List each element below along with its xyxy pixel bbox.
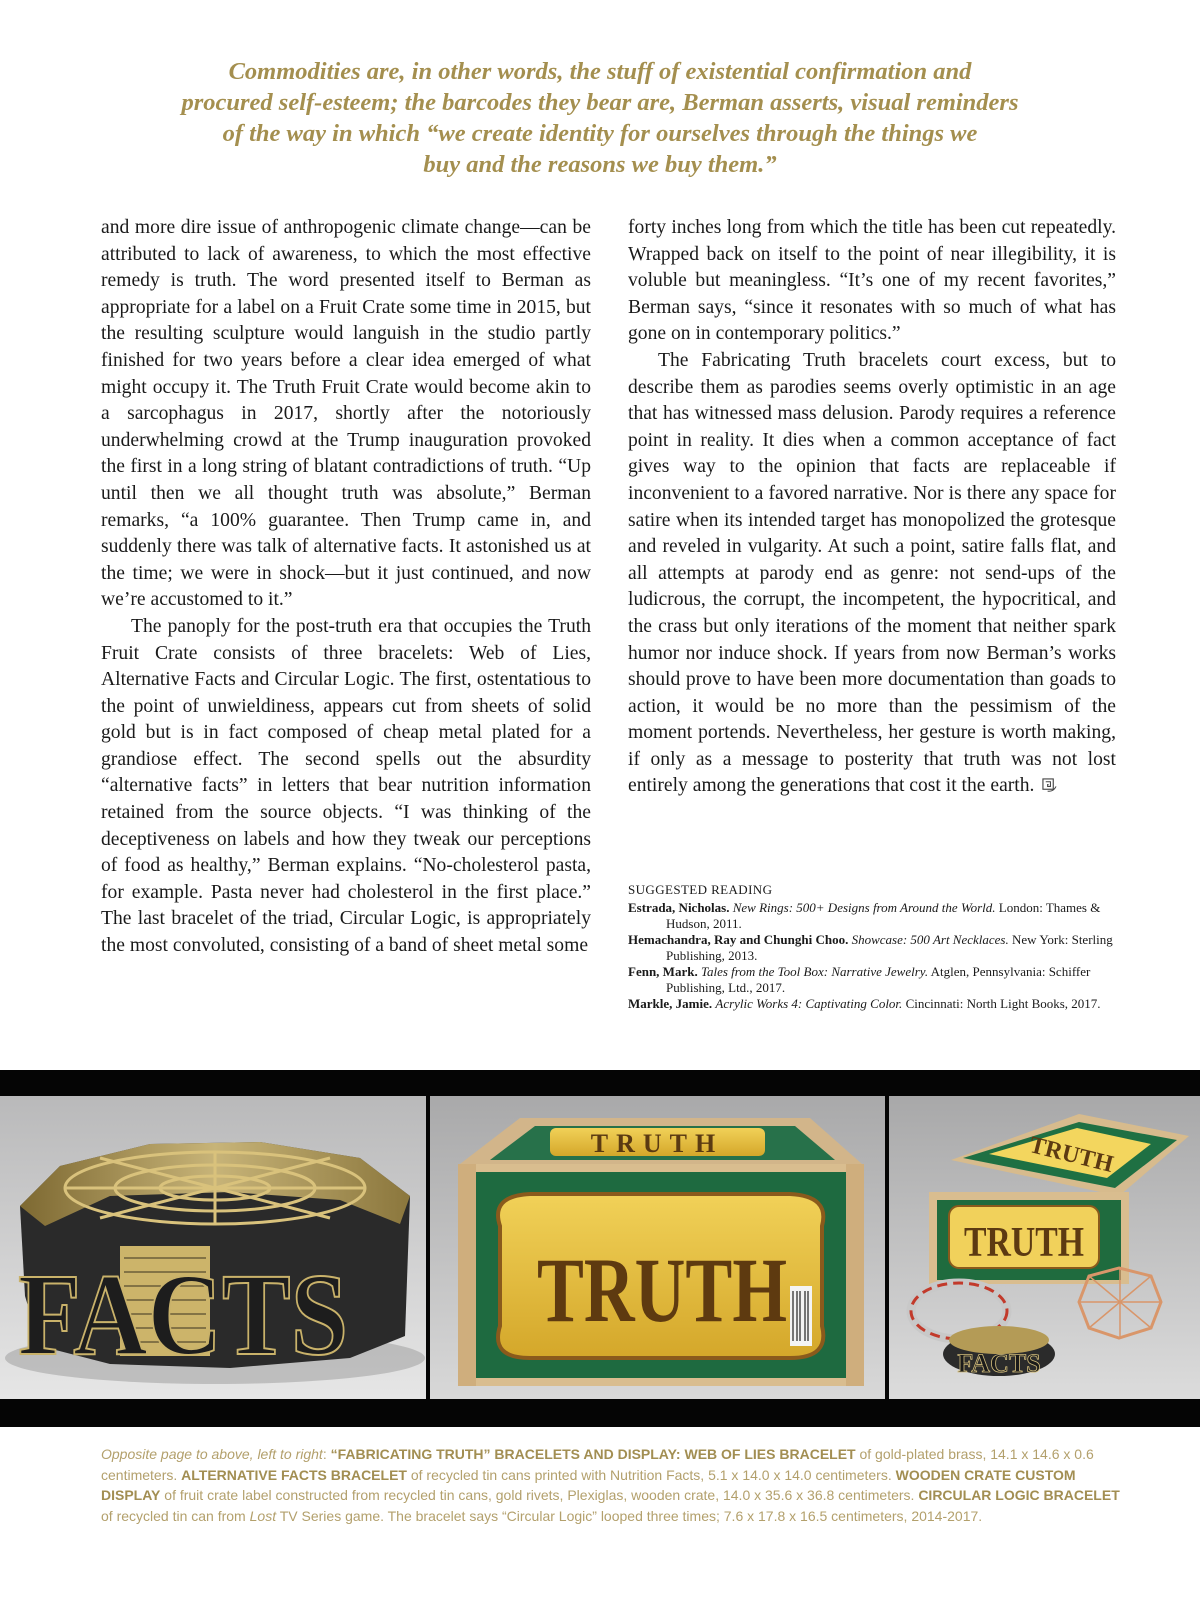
article-paragraph: The panoply for the post-truth era that occupies the Truth Fruit Crate consists of three bracelets: Web of Lies, Alternative Facts and Circular Logic. The first, ostentatious to the point of unwieldiness, appears cut from sheets of solid gold but is in fact composed of cheap metal plated for a grandiose effect. The second spells out the absurdity “alternative facts” in letters that bear nutrition information retained from the source objects. “I was thinking of the deceptiveness on labels and how they tweak our perceptions of food as healthy,” Berman explains. “No-cholesterol pasta, for example. Pasta never had cholesterol in the first place.” The last bracelet of the triad, Circular Logic, is appropriately the most convoluted, consisting of a band of sheet metal some — [101, 615, 591, 957]
article-column-left — [101, 215, 591, 960]
crate-front-lettering: TRUTH — [537, 1239, 787, 1341]
pull-quote-line-1: Commodities are, in other words, the stuff of existential confirmation and — [228, 58, 972, 85]
article-paragraph-text: The Fabricating Truth bracelets court excess, but to describe them as parodies seems overly optimistic in an age that has witnessed mass delusion. Parody requires a reference point in reality. It dies when a common acceptance of fact gives way to the opinion that facts are replaceable if inconvenient to a favored narrative. Nor is there any space for satire when its intended target has monopolized the grotesque and reveled in vulgarity. At such a point, satire falls flat, and all attempts at parody end as genre: not send-ups of the ludicrous, the corrupt, the incompetent, the hypocritical, and the crass but only iterations of the moment that neither spark humor nor induce shock. If years from now Berman’s works should prove to have been more documentation than goads to action, it would be no more than the pessimism of the moment portends. Nevertheless, her gesture is worth making, if only as a message to posterity that truth was not lost entirely among the generations that cost it the earth. — [628, 349, 1116, 797]
crate-front-lettering: TRUTH — [964, 1220, 1084, 1266]
photo-caption: Opposite page to above, left to right: “FABRICATING TRUTH” BRACELETS AND DISPLAY: WEB OF LIES BRACELET of gold-plated brass, 14.1 x 14.6 x 0.6 centimeters. ALTERNATIVE FACTS BRACELET of recycled tin cans printed with Nutrition Facts, 5.1 x 14.0 x 14.0 centimeters. WOODEN CRATE CUSTOM DISPLAY of fruit crate label constructed from recycled tin cans, gold rivets, Plexiglas, wooden crate, 14.0 x 35.6 x 36.8 centimeters. CIRCULAR LOGIC BRACELET of recycled tin can from Lost TV Series game. The bracelet says “Circular Logic” looped three times; 7.6 x 17.8 x 16.5 centimeters, 2014-2017. — [101, 1446, 1120, 1524]
article-paragraph — [628, 348, 1116, 800]
end-mark-icon — [1042, 778, 1057, 793]
reading-entry: Markle, Jamie. Acrylic Works 4: Captivating Color. Cincinnati: North Light Books, 2017. — [628, 996, 1101, 1011]
photo-band — [0, 1070, 1200, 1427]
article-paragraph: forty inches long from which the title has been cut repeatedly. Wrapped back on itself to the point of near illegibility, it is voluble but meaningless. “It’s one of my recent favorites,” Berman says, “since it resonates with so much of what has gone on in contemporary politics.” — [628, 217, 1116, 345]
photo-web-of-lies-bracelet — [0, 1096, 426, 1399]
pull-quote — [160, 56, 1040, 180]
crate-lid-lettering: TRUTH — [590, 1129, 724, 1158]
article-paragraph: and more dire issue of anthropogenic climate change—can be attributed to lack of awareness, to which the most effective remedy is truth. The word presented itself to Berman as appropriate for a label on a Fruit Crate some time in 2015, but the resulting sculpture would languish in the studio partly finished for two years before a clear idea emerged of what might occupy it. The Truth Fruit Crate would become akin to a sarcophagus in 2017, shortly after the notoriously underwhelming crowd at the Trump inauguration provoked the first in a long string of blatant contradictions of truth. “Up until then we all thought truth was absolute,” Berman remarks, “a 100% guarantee. Then Trump came in, and suddenly there was talk of alternative facts. It astonished us at the time; we were in shock—but it just continued, and now we’re accustomed to it.” — [101, 217, 591, 611]
reading-entry: Hemachandra, Ray and Chunghi Choo. Showcase: 500 Art Necklaces. New York: Sterling Publishing, 2013. — [628, 932, 1113, 963]
pull-quote-line-4: buy and the reasons we buy them.” — [423, 151, 777, 178]
photo-crate-with-bracelets — [889, 1096, 1200, 1399]
facts-lettering: FACTS — [18, 1249, 348, 1380]
pull-quote-line-3: of the way in which “we create identity for ourselves through the things we — [222, 120, 978, 147]
facts-small-lettering: FACTS — [957, 1349, 1041, 1378]
reading-entry: Estrada, Nicholas. New Rings: 500+ Designs from Around the World. London: Thames & Hudson, 2011. — [628, 900, 1101, 931]
photo-truth-crate — [430, 1096, 885, 1399]
suggested-reading-heading: SUGGESTED READING — [628, 882, 773, 897]
reading-entry: Fenn, Mark. Tales from the Tool Box: Narrative Jewelry. Atglen, Pennsylvania: Schiffer Publishing, Ltd., 2017. — [628, 964, 1091, 995]
suggested-reading — [628, 882, 1118, 1012]
crate-lid-lettering: TRUTH — [1026, 1132, 1116, 1178]
pull-quote-line-2: procured self-esteem; the barcodes they bear are, Berman asserts, visual reminders — [181, 89, 1019, 116]
article-column-right — [628, 215, 1116, 800]
